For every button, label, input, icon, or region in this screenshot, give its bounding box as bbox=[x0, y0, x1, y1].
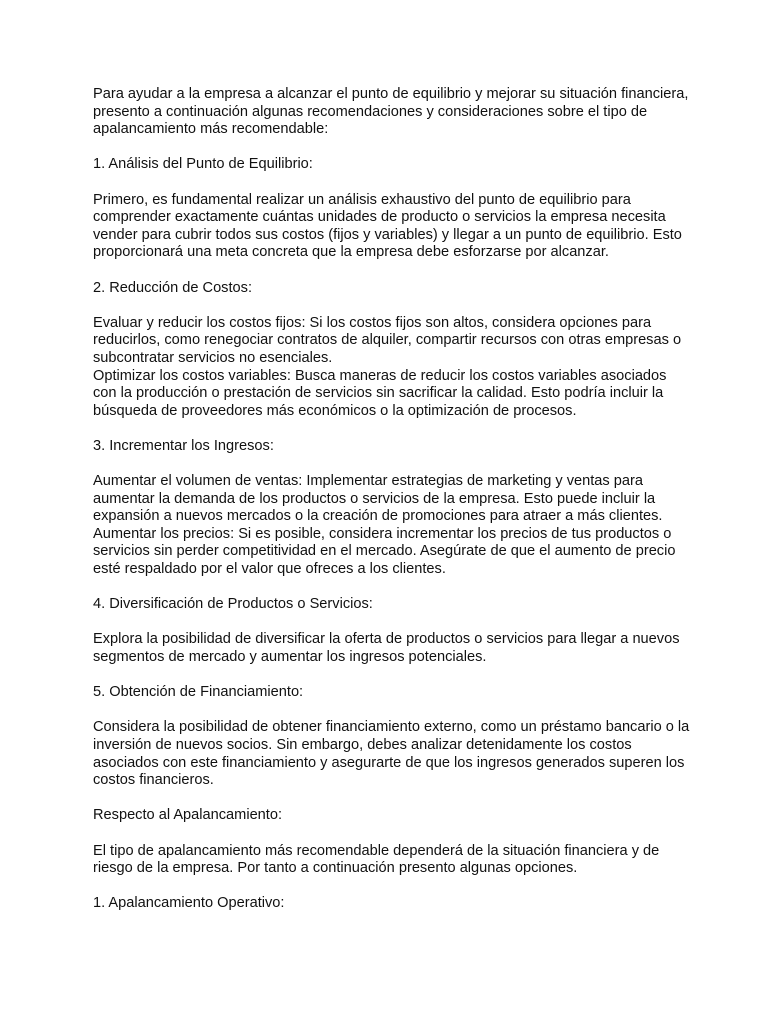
text-line: Primero, es fundamental realizar un análisis exhaustivo del punto de equilibrio para bbox=[93, 191, 631, 208]
section-heading-diversificacion bbox=[93, 596, 728, 614]
section-heading-apalancamiento bbox=[93, 807, 728, 825]
text-line: Considera la posibilidad de obtener financiamiento externo, como un préstamo bancario o la bbox=[93, 719, 690, 736]
text-line: expansión a nuevos mercados o la creación de promociones para atraer a más clientes. bbox=[93, 508, 663, 525]
text-line: El tipo de apalancamiento más recomendable dependerá de la situación financiera y de bbox=[93, 842, 660, 859]
text-line: con la producción o prestación de servicios sin sacrificar la calidad. Esto podría incluir la bbox=[93, 385, 664, 402]
paragraph-reduccion bbox=[93, 315, 728, 421]
section-heading-financiamiento bbox=[93, 684, 728, 702]
heading-text: 3. Incrementar los Ingresos: bbox=[93, 437, 274, 454]
text-line: apalancamiento más recomendable: bbox=[93, 121, 329, 138]
text-line: reducirlos, como renegociar contratos de alquiler, compartir recursos con otras empresas o bbox=[93, 332, 682, 349]
text-line: inversión de nuevos socios. Sin embargo, debes analizar detenidamente los costos bbox=[93, 736, 632, 753]
text-line: riesgo de la empresa. Por tanto a continuación presento algunas opciones. bbox=[93, 860, 578, 877]
text-line: proporcionará una meta concreta que la empresa debe esforzarse por alcanzar. bbox=[93, 244, 609, 261]
section-heading-apalancamiento-operativo bbox=[93, 895, 728, 913]
text-line: subcontratar servicios no esenciales. bbox=[93, 349, 333, 366]
heading-text: 5. Obtención de Financiamiento: bbox=[93, 684, 304, 701]
heading-text: 4. Diversificación de Productos o Servicios: bbox=[93, 596, 373, 613]
text-line: presento a continuación algunas recomendaciones y consideraciones sobre el tipo de bbox=[93, 103, 648, 120]
text-line: Optimizar los costos variables: Busca maneras de reducir los costos variables asociados bbox=[93, 367, 667, 384]
text-line: aumentar la demanda de los productos o servicios de la empresa. Esto puede incluir la bbox=[93, 490, 656, 507]
text-line: esté respaldado por el valor que ofreces a los clientes. bbox=[93, 561, 446, 578]
text-line: comprender exactamente cuántas unidades de producto o servicios la empresa necesita bbox=[93, 209, 666, 226]
text-line: vender para cubrir todos sus costos (fijos y variables) y llegar a un punto de equilibrio. Esto bbox=[93, 226, 682, 243]
heading-text: Respecto al Apalancamiento: bbox=[93, 807, 283, 824]
text-line: Evaluar y reducir los costos fijos: Si los costos fijos son altos, considera opciones para bbox=[93, 314, 652, 331]
paragraph-diversificacion bbox=[93, 631, 728, 666]
text-line: Explora la posibilidad de diversificar la oferta de productos o servicios para llegar a nuevos bbox=[93, 631, 680, 648]
text-line: costos financieros. bbox=[93, 772, 214, 789]
text-line: segmentos de mercado y aumentar los ingresos potenciales. bbox=[93, 649, 487, 665]
text-line: Para ayudar a la empresa a alcanzar el punto de equilibrio y mejorar su situación financiera, bbox=[93, 86, 689, 102]
paragraph-ingresos bbox=[93, 473, 728, 579]
heading-text: 1. Apalancamiento Operativo: bbox=[93, 895, 285, 912]
section-heading-ingresos bbox=[93, 438, 728, 456]
intro-paragraph bbox=[93, 86, 728, 139]
paragraph-financiamiento bbox=[93, 719, 728, 789]
heading-text: 2. Reducción de Costos: bbox=[93, 279, 252, 296]
text-line: servicios sin perder competitividad en el mercado. Asegúrate de que el aumento de precio bbox=[93, 543, 676, 560]
text-line: asociados con este financiamiento y asegurarte de que los ingresos generados superen los bbox=[93, 754, 685, 771]
text-line: búsqueda de proveedores más económicos o la optimización de procesos. bbox=[93, 402, 577, 419]
text-line: Aumentar el volumen de ventas: Implementar estrategias de marketing y ventas para bbox=[93, 473, 643, 490]
paragraph-apalancamiento bbox=[93, 843, 728, 878]
text-line: Aumentar los precios: Si es posible, considera incrementar los precios de tus productos o bbox=[93, 525, 672, 542]
section-heading-reduccion bbox=[93, 280, 728, 298]
heading-text: 1. Análisis del Punto de Equilibrio: bbox=[93, 156, 313, 173]
section-heading-analisis bbox=[93, 156, 728, 174]
paragraph-analisis bbox=[93, 192, 728, 262]
